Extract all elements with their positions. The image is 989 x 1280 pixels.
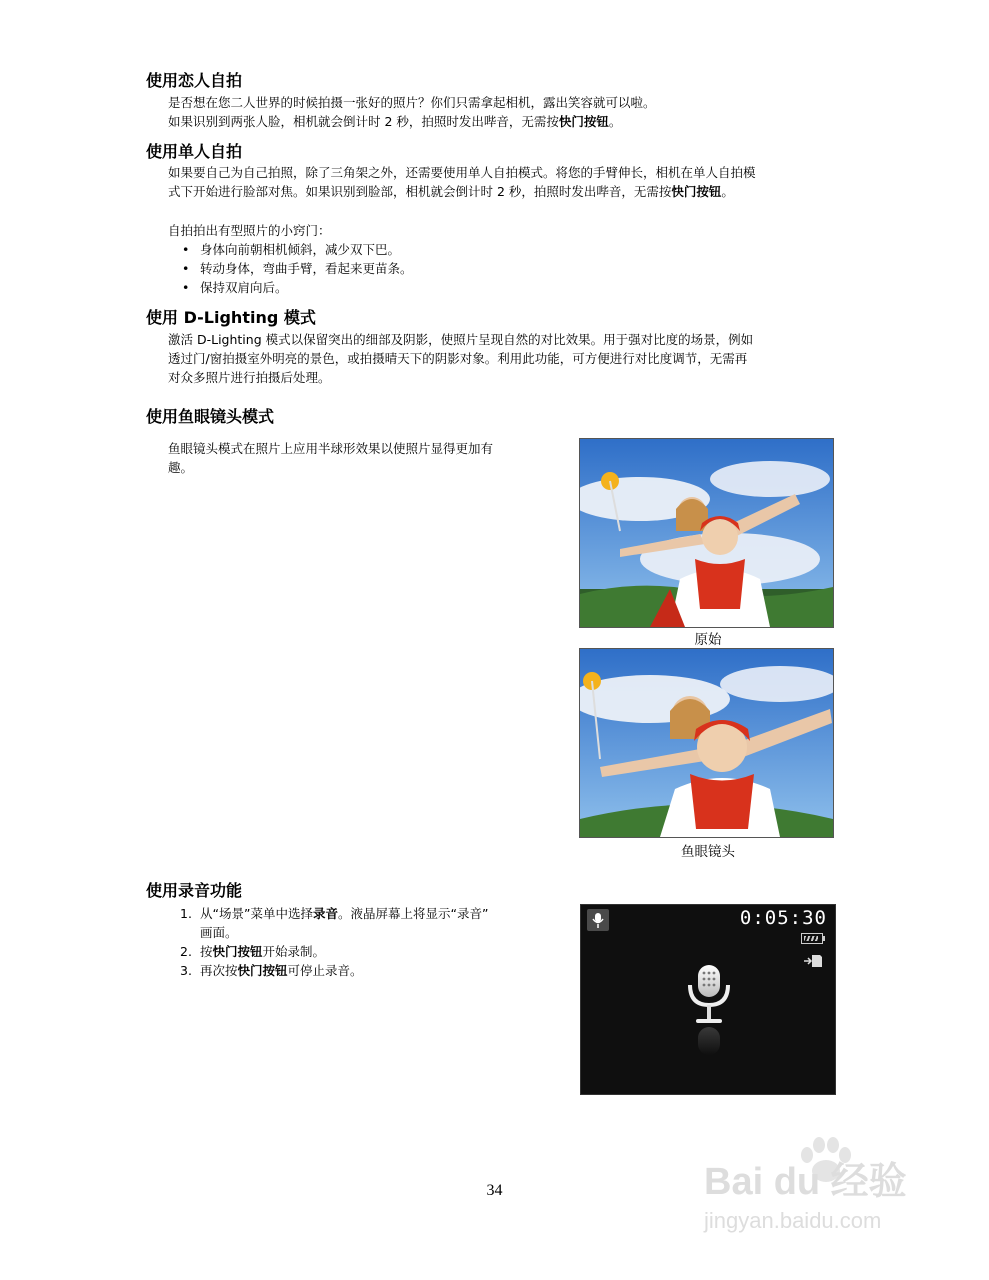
list-item: 3. 再次按快门按钮可停止录音。	[180, 963, 363, 978]
watermark-brand: Bai du 经验	[704, 1161, 907, 1203]
text-line: 趣。	[168, 460, 194, 475]
list-item: • 身体向前朝相机倾斜，减少双下巴。	[168, 240, 413, 259]
section-title-fisheye: 使用鱼眼镜头模式	[146, 407, 275, 426]
steps-list	[168, 904, 568, 980]
voice-record-screen	[580, 904, 836, 1095]
microphone-icon	[587, 909, 609, 931]
list-item: • 转动身体，弯曲手臂，看起来更苗条。	[168, 259, 413, 278]
text-line: 如果识别到两张人脸，相机就会倒计时 2 秒，拍照时发出哔音，无需按快门按钮。	[168, 114, 622, 129]
text-line: 透过门/窗拍摄室外明亮的景色，或拍摄晴天下的阴影对象。利用此功能，可方便进行对比度调节，无需再	[168, 351, 748, 366]
section-title-d-lighting: 使用 D-Lighting 模式	[146, 308, 316, 327]
tips-list	[168, 240, 413, 297]
text-line: 式下开始进行脸部对焦。如果识别到脸部，相机就会倒计时 2 秒，拍照时发出哔音，无需按快门按钮。	[168, 184, 734, 199]
section-title-single-selfie: 使用单人自拍	[146, 142, 243, 161]
section-title-couple-selfie: 使用恋人自拍	[146, 71, 243, 90]
list-item: • 保持双肩向后。	[168, 278, 413, 297]
paragraph-d-lighting	[168, 330, 753, 387]
list-item: 2. 按快门按钮开始录制。	[180, 944, 326, 959]
photo-original	[579, 438, 834, 628]
paragraph-fisheye	[168, 439, 493, 477]
list-item: 1. 从“场景”菜单中选择录音。液晶屏幕上将显示“录音” 画面。	[180, 906, 489, 940]
text-line: 鱼眼镜头模式在照片上应用半球形效果以使照片显得更加有	[168, 441, 494, 456]
paragraph-couple-selfie	[168, 93, 656, 131]
memory-card-icon	[803, 953, 823, 972]
caption-original: 原始	[694, 632, 722, 648]
caption-fisheye: 鱼眼镜头	[681, 844, 735, 860]
text-line: 是否想在您二人世界的时候拍摄一张好的照片？你们只需拿起相机，露出笑容就可以啦。	[168, 95, 656, 110]
watermark-url: jingyan.baidu.com	[704, 1208, 882, 1233]
text-line: 激活 D-Lighting 模式以保留突出的细部及阴影，使照片呈现自然的对比效果。用于强对比度的场景，例如	[168, 332, 754, 347]
text-line: 如果要自己为自己拍照，除了三角架之外，还需要使用单人自拍模式。将您的手臂伸长，相机在单人自拍模	[168, 165, 756, 180]
battery-icon	[801, 933, 823, 944]
text-line: 对众多照片进行拍摄后处理。	[168, 370, 331, 385]
paragraph-single-selfie	[168, 163, 756, 201]
microphone-large-icon	[684, 963, 734, 1067]
page-number: 34	[486, 1182, 503, 1199]
tips-title: 自拍拍出有型照片的小窍门：	[168, 223, 331, 238]
photo-fisheye	[579, 648, 834, 838]
section-title-voice-record: 使用录音功能	[146, 881, 243, 900]
record-timer: 0:05:30	[739, 907, 827, 929]
